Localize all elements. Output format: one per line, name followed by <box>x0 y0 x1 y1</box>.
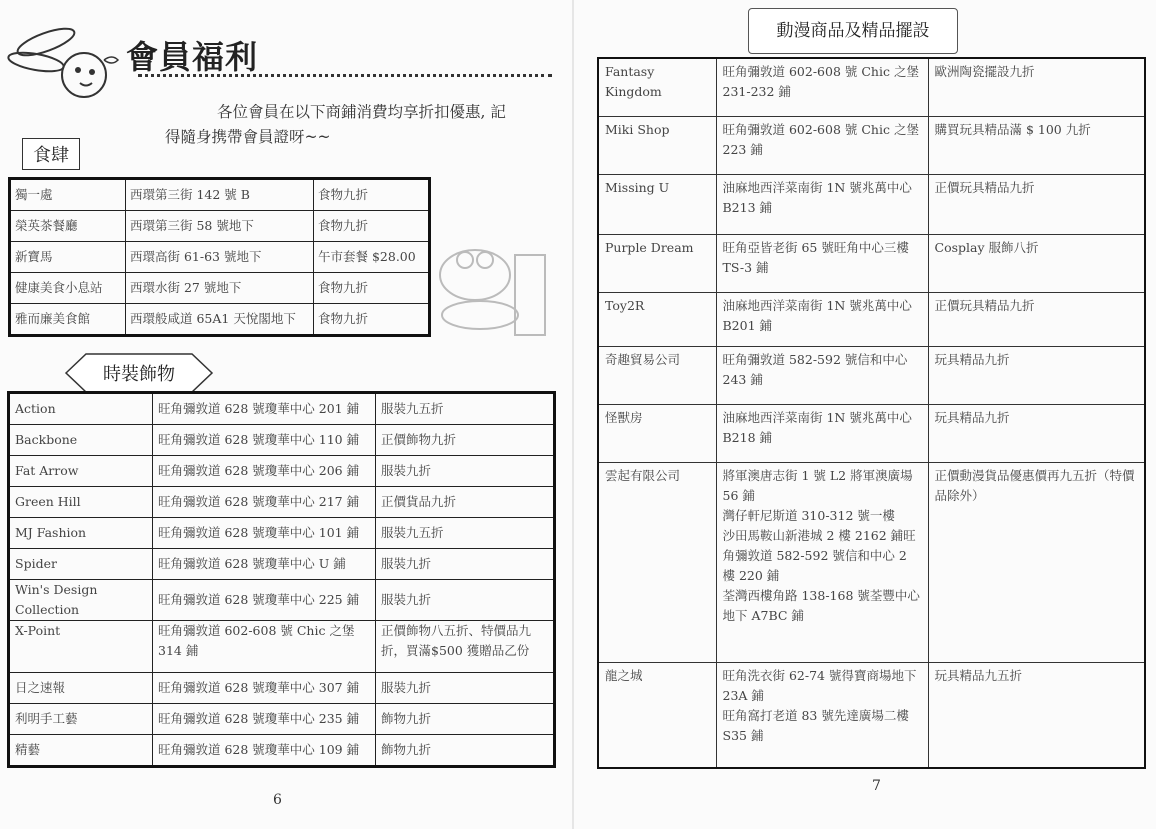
shop-name: 雲起有限公司 <box>598 462 716 662</box>
anime-goods-table <box>597 57 1146 769</box>
table-row <box>9 425 555 456</box>
table-row <box>598 662 1145 768</box>
table-row <box>598 292 1145 346</box>
shop-offer: 飾物九折 <box>376 704 555 735</box>
shop-name: 雅而廉美食館 <box>10 304 126 336</box>
shop-address <box>716 662 928 768</box>
table-row <box>9 704 555 735</box>
table-row <box>598 462 1145 662</box>
shop-address <box>716 404 928 462</box>
page-number-left: 6 <box>273 792 282 808</box>
shop-name: Fat Arrow <box>9 456 153 487</box>
table-row <box>10 242 430 273</box>
shop-offer: 正價玩具精品九折 <box>928 292 1145 346</box>
table-row <box>598 174 1145 234</box>
shop-name: Toy2R <box>598 292 716 346</box>
shop-offer: 玩具精品九五折 <box>928 662 1145 768</box>
table-row <box>9 673 555 704</box>
shop-address <box>716 58 928 116</box>
food-table <box>8 177 431 337</box>
shop-offer: 食物九折 <box>314 304 430 336</box>
table-row <box>10 179 430 211</box>
shop-offer: 服裝九五折 <box>376 393 555 425</box>
shop-offer: 正價飾物八五折、特價品九折，買滿$500 獲贈品乙份 <box>376 621 555 673</box>
shop-address: 旺角彌敦道 628 號瓊華中心 101 鋪 <box>153 518 376 549</box>
table-row <box>9 393 555 425</box>
table-row <box>10 211 430 242</box>
page-number-right: 7 <box>872 778 881 794</box>
table-row <box>10 304 430 336</box>
shop-address: 西環第三街 58 號地下 <box>126 211 314 242</box>
address-line: 灣仔軒尼斯道 310-312 號一樓 <box>722 507 895 523</box>
fashion-table <box>7 391 556 768</box>
shop-address: 西環第三街 142 號 B <box>126 179 314 211</box>
table-row <box>9 456 555 487</box>
shop-offer: 服裝九折 <box>376 673 555 704</box>
shop-name: 精藝 <box>9 735 153 767</box>
shop-offer: 歐洲陶瓷擺設九折 <box>928 58 1145 116</box>
shop-address <box>716 116 928 174</box>
shop-offer: 服裝九折 <box>376 549 555 580</box>
address-line: 油麻地西洋菜南街 1N 號兆萬中心 B201 鋪 <box>722 297 912 333</box>
address-line: 旺角亞皆老街 65 號旺角中心三樓 TS-3 鋪 <box>722 239 909 275</box>
shop-address: 旺角彌敦道 628 號瓊華中心 201 鋪 <box>153 393 376 425</box>
food-section-tab: 食肆 <box>22 138 80 170</box>
shop-address <box>716 346 928 404</box>
address-line: 旺角彌敦道 582-592 號信和中心 243 鋪 <box>722 351 908 387</box>
table-row <box>9 580 555 621</box>
shop-name: 日之速報 <box>9 673 153 704</box>
shop-name: Fantasy Kingdom <box>598 58 716 116</box>
shop-address: 西環般咸道 65A1 天悅閣地下 <box>126 304 314 336</box>
shop-name: X-Point <box>9 621 153 673</box>
shop-offer: 食物九折 <box>314 211 430 242</box>
address-line: 油麻地西洋菜南街 1N 號兆萬中心 B218 鋪 <box>722 409 912 445</box>
shop-name: Green Hill <box>9 487 153 518</box>
shop-offer: 正價動漫貨品優惠價再九五折（特價品除外） <box>928 462 1145 662</box>
shop-name: Spider <box>9 549 153 580</box>
table-row <box>598 404 1145 462</box>
shop-name: MJ Fashion <box>9 518 153 549</box>
table-row <box>598 234 1145 292</box>
shop-address <box>716 174 928 234</box>
shop-offer: 購買玩具精品滿 $ 100 九折 <box>928 116 1145 174</box>
shop-offer: 正價貨品九折 <box>376 487 555 518</box>
shop-address <box>716 292 928 346</box>
shop-name: 龍之城 <box>598 662 716 768</box>
address-line: 旺角洗衣街 62-74 號得寶商場地下 23A 鋪 <box>722 667 917 703</box>
shop-offer: 玩具精品九折 <box>928 346 1145 404</box>
shop-name: Win's Design Collection <box>9 580 153 621</box>
shop-address: 旺角彌敦道 628 號瓊華中心 U 鋪 <box>153 549 376 580</box>
shop-name: Action <box>9 393 153 425</box>
bunny-icon <box>6 20 131 105</box>
table-row <box>9 487 555 518</box>
section-title-anime: 動漫商品及精品擺設 <box>748 8 958 54</box>
shop-offer: 服裝九折 <box>376 580 555 621</box>
page-gutter <box>572 0 574 829</box>
address-line: 旺角彌敦道 602-608 號 Chic 之堡 231-232 鋪 <box>722 64 919 99</box>
shop-address <box>716 462 928 662</box>
shop-address: 旺角彌敦道 628 號瓊華中心 206 鋪 <box>153 456 376 487</box>
table-row <box>598 58 1145 116</box>
address-line: 油麻地西洋菜南街 1N 號兆萬中心 B213 鋪 <box>722 179 912 215</box>
shop-name: 奇趣貿易公司 <box>598 346 716 404</box>
shop-address: 旺角彌敦道 628 號瓊華中心 307 鋪 <box>153 673 376 704</box>
shop-address: 西環高街 61-63 號地下 <box>126 242 314 273</box>
shop-offer: 玩具精品九折 <box>928 404 1145 462</box>
page-title: 會員福利 <box>126 38 259 76</box>
shop-offer: 午市套餐 $28.00 <box>314 242 430 273</box>
shop-name: Purple Dream <box>598 234 716 292</box>
title-block <box>6 20 551 110</box>
address-line: 旺角窩打老道 83 號先達廣場二樓 S35 鋪 <box>722 707 909 743</box>
shop-address: 旺角彌敦道 628 號瓊華中心 110 鋪 <box>153 425 376 456</box>
fashion-tab-label: 時裝飾物 <box>103 364 175 385</box>
shop-offer: 服裝九五折 <box>376 518 555 549</box>
shop-address <box>716 234 928 292</box>
table-row <box>598 116 1145 174</box>
shop-offer: Cosplay 服飾八折 <box>928 234 1145 292</box>
table-row <box>9 518 555 549</box>
shop-name: Miki Shop <box>598 116 716 174</box>
intro-line-2: 得隨身携帶會員證呀~~ <box>165 128 331 146</box>
table-row <box>10 273 430 304</box>
title-dotted-rule <box>138 74 552 77</box>
address-line: 沙田馬鞍山新港城 2 樓 2162 鋪旺角彌敦道 582-592 號信和中心 2 樓 220 鋪 <box>722 527 916 583</box>
address-line: 旺角彌敦道 602-608 號 Chic 之堡 223 鋪 <box>722 121 919 157</box>
shop-offer: 食物九折 <box>314 179 430 211</box>
shop-name: 獨一處 <box>10 179 126 211</box>
shop-offer: 正價飾物九折 <box>376 425 555 456</box>
address-line: 將軍澳唐志街 1 號 L2 將軍澳廣場 56 鋪 <box>722 467 913 503</box>
shop-address: 旺角彌敦道 602-608 號 Chic 之堡 314 鋪 <box>153 621 376 673</box>
intro-text <box>165 100 535 150</box>
shop-address: 西環水街 27 號地下 <box>126 273 314 304</box>
shop-name: 榮英茶餐廳 <box>10 211 126 242</box>
shop-offer: 正價玩具精品九折 <box>928 174 1145 234</box>
shop-address: 旺角彌敦道 628 號瓊華中心 109 鋪 <box>153 735 376 767</box>
shop-name: Missing U <box>598 174 716 234</box>
shop-offer: 服裝九折 <box>376 456 555 487</box>
shop-address: 旺角彌敦道 628 號瓊華中心 225 鋪 <box>153 580 376 621</box>
intro-line-1: 各位會員在以下商鋪消費均享折扣優惠, 記 <box>217 103 506 121</box>
table-row <box>9 549 555 580</box>
table-row <box>598 346 1145 404</box>
shop-name: 怪獸房 <box>598 404 716 462</box>
shop-address: 旺角彌敦道 628 號瓊華中心 235 鋪 <box>153 704 376 735</box>
shop-name: 健康美食小息站 <box>10 273 126 304</box>
shop-address: 旺角彌敦道 628 號瓊華中心 217 鋪 <box>153 487 376 518</box>
shop-offer: 食物九折 <box>314 273 430 304</box>
address-line: 荃灣西樓角路 138-168 號荃豐中心地下 A7BC 鋪 <box>722 587 920 623</box>
shop-name: 新寶馬 <box>10 242 126 273</box>
table-row <box>9 735 555 767</box>
shop-name: 利明手工藝 <box>9 704 153 735</box>
shop-name: Backbone <box>9 425 153 456</box>
table-row <box>9 621 555 673</box>
shop-offer: 飾物九折 <box>376 735 555 767</box>
